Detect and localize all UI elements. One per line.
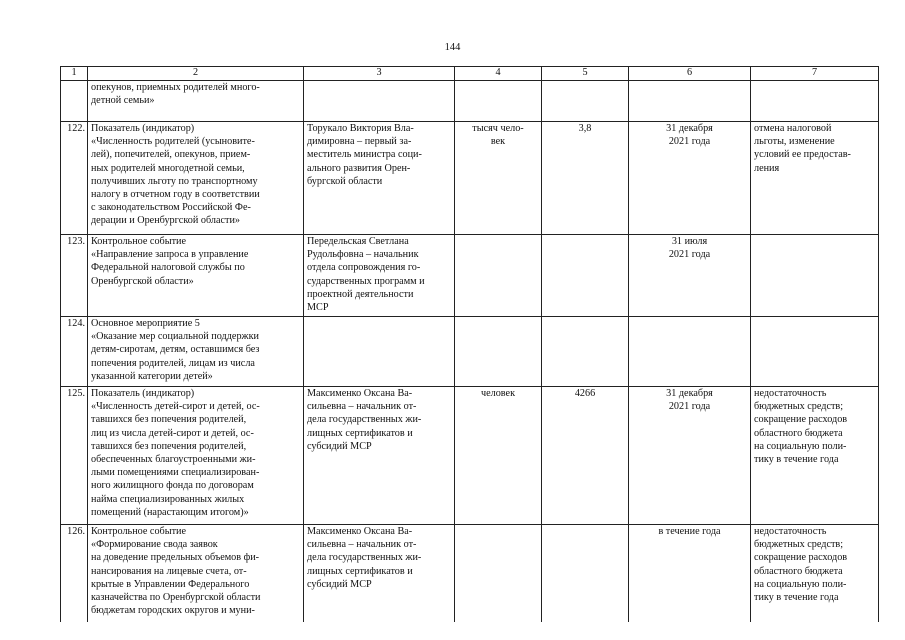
deadline: в течение года [658, 526, 721, 537]
measure-name: Контрольное событие «Направление запроса в управление Федеральной налоговой службы по Оренбургской области» [91, 236, 249, 287]
table-row [61, 525, 879, 622]
column-header: 1 [61, 67, 88, 81]
risks: недостаточность бюджетных средств; сокращение расходов областного бюджета на социальную поли- тику в течение года [754, 388, 848, 466]
measure-name: опекунов, приемных родителей много- детной семьи» [91, 82, 260, 107]
column-header: 5 [542, 67, 629, 81]
deadline: 31 декабря 2021 года [666, 388, 713, 413]
column-header: 7 [751, 67, 879, 81]
responsible-person: Торукало Виктория Вла- димировна – первый за- меститель министра соци- ального развития Орен- бургской области [307, 123, 422, 187]
measure-name: Основное мероприятие 5 «Оказание мер социальной поддержки детям-сиротам, детям, оставшимся без попечения родителей, лицам из числа указанной категории детей» [91, 318, 260, 382]
responsible-person: Максименко Оксана Ва- сильевна – начальник от- дела государственных жи- лищных сертификатов и субсидий МСР [307, 388, 422, 452]
row-number: 125. [61, 387, 88, 525]
column-header: 4 [455, 67, 542, 81]
table-row [61, 235, 879, 317]
column-header: 2 [88, 67, 304, 81]
column-header: 6 [629, 67, 751, 81]
row-number: 123. [61, 235, 88, 317]
measures-table [60, 66, 879, 622]
row-number: 126. [61, 525, 88, 622]
measure-name: Показатель (индикатор) «Численность детей-сирот и детей, ос- тавшихся без попечения родителей, лиц из числа детей-сирот и детей, ос- тавшихся без попечения родителей, обеспеченных благоустроенными жи- лыми помещениями специализирован- ного жилищного фонда по договорам найма специализированных жилых помещений (нарастающим итогом)» [91, 388, 260, 518]
value: 3,8 [578, 123, 592, 134]
risks: недостаточность бюджетных средств; сокращение расходов областного бюджета на социальную поли- тику в течение года [754, 526, 848, 604]
unit: человек [480, 388, 516, 399]
deadline: 31 декабря 2021 года [666, 123, 713, 148]
unit: тысяч чело- век [472, 123, 524, 148]
measure-name: Показатель (индикатор) «Численность родителей (усыновите- лей), попечителей, опекунов, прием- ных родителей многодетной семьи, получивших льготу по транспортному налогу в отчетном году в соответствии с законодательством Российской Фе- дерации и Оренбургской области» [91, 123, 260, 227]
row-number [61, 81, 88, 122]
value: 4266 [574, 388, 596, 399]
row-number: 124. [61, 317, 88, 387]
table-row [61, 317, 879, 387]
responsible-person: Передельская Светлана Рудольфовна – начальник отдела сопровождения го- сударственных программ и проектной деятельности МСР [307, 236, 425, 314]
measure-name: Контрольное событие «Формирование свода заявок на доведение предельных объемов фи- нансирования на лицевые счета, от- крытые в Управлении Федерального казначейства по Оренбургской области бюджетам городских округов и муни- [91, 526, 261, 617]
risks: отмена налоговой льготы, изменение условий ее предостав- ления [754, 123, 851, 174]
column-header: 3 [304, 67, 455, 81]
table-row [61, 122, 879, 235]
table-row [61, 81, 879, 122]
deadline: 31 июля 2021 года [668, 236, 711, 261]
page-number: 144 [444, 42, 461, 53]
row-number: 122. [61, 122, 88, 235]
table-row [61, 387, 879, 525]
responsible-person: Максименко Оксана Ва- сильевна – начальник от- дела государственных жи- лищных сертификатов и субсидий МСР [307, 526, 422, 590]
column-numbers-row [61, 67, 879, 81]
